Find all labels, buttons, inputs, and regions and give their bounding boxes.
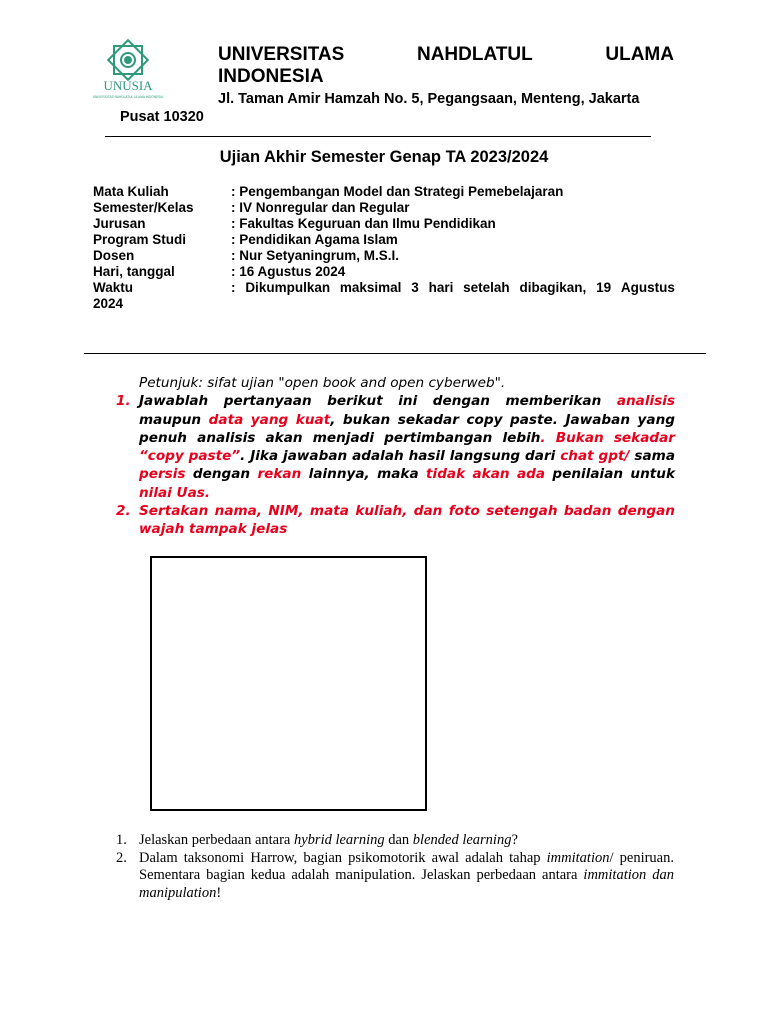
- info-value-word: maksimal: [339, 280, 402, 295]
- info-value-word: :: [231, 280, 236, 295]
- instruction-text: dengan: [185, 466, 258, 483]
- question-text-part: Jelaskan perbedaan antara: [139, 832, 294, 848]
- question-term: immitation: [546, 849, 610, 866]
- info-label: Jurusan: [93, 216, 146, 231]
- info-value-word: 3: [411, 280, 419, 295]
- info-value-word: hari: [428, 280, 454, 295]
- info-value: : Nur Setyaningrum, M.S.I.: [231, 248, 400, 263]
- instruction-text: , bukan sekadar copy paste. Jawaban yang penuh analisis akan menjadi pertimbangan lebih: [139, 411, 676, 446]
- instruction-number: 1.: [116, 393, 131, 410]
- info-label: Mata Kuliah: [93, 184, 169, 199]
- section-divider: [84, 353, 706, 354]
- instruction-text: Jawablah pertanyaan berikut ini dengan memberikan: [139, 393, 617, 410]
- info-row: [93, 264, 675, 280]
- info-row: [93, 200, 675, 216]
- info-value: : Pendidikan Agama Islam: [231, 232, 398, 247]
- exam-title: Ujian Akhir Semester Genap TA 2023/2024: [219, 148, 549, 166]
- highlight-text: nilai Uas.: [139, 484, 211, 501]
- info-row: [93, 184, 675, 200]
- info-label: Hari, tanggal: [93, 264, 175, 279]
- university-name-line1: [218, 44, 674, 66]
- university-name: [218, 44, 674, 88]
- question-item: [116, 850, 674, 903]
- info-label: Semester/Kelas: [93, 200, 194, 215]
- highlight-text: tidak akan ada: [426, 466, 546, 483]
- photo-placeholder: [150, 556, 427, 811]
- question-text: [139, 850, 674, 903]
- info-value-word: dibagikan,: [519, 280, 587, 295]
- info-row-waktu: [93, 280, 675, 296]
- highlight-text: . Bukan sekadar “copy paste”: [139, 429, 675, 465]
- question-number: 1.: [116, 832, 127, 848]
- instructions-intro: Petunjuk: sifat ujian "open book and open cyberweb".: [139, 375, 506, 391]
- question-term: hybrid learning: [293, 832, 385, 848]
- instruction-text: lainnya, maka: [301, 466, 427, 483]
- highlight-text: analisis: [616, 393, 675, 410]
- logo-subtext: UNIVERSITAS NAHDLATUL ULAMA INDONESIA: [92, 95, 164, 99]
- university-name-word: ULAMA: [605, 44, 674, 65]
- instructions: [116, 374, 676, 539]
- instruction-number: 2.: [116, 503, 131, 520]
- question-text-part: !: [216, 884, 222, 901]
- logo-text: UNUSIA: [103, 78, 153, 93]
- info-value: : 16 Agustus 2024: [231, 264, 346, 279]
- instruction-text: maupun: [139, 411, 209, 428]
- highlight-text: rekan: [257, 466, 302, 483]
- question-number: 2.: [116, 849, 127, 866]
- instruction-text: sama: [629, 448, 675, 465]
- university-logo: [78, 36, 178, 102]
- info-value-word: 19: [596, 280, 612, 295]
- instruction-text: penilaian untuk: [545, 466, 675, 483]
- instruction-item-2: [116, 502, 675, 539]
- question-term: immitation dan manipulation: [139, 867, 674, 901]
- info-row: [93, 248, 675, 264]
- info-value: [231, 280, 675, 296]
- info-value-word: setelah: [463, 280, 510, 295]
- address-line1: Jl. Taman Amir Hamzah No. 5, Pegangsaan, Menteng, Jakarta: [218, 91, 640, 107]
- info-row: [93, 216, 675, 232]
- question-term: blended learning: [412, 832, 512, 848]
- info-value-continuation: 2024: [93, 296, 124, 311]
- question-text-part: / peniruan. Sementara bagian kedua adalah manipulation. Jelaskan perbedaan antara: [139, 849, 674, 883]
- university-name-line2: INDONESIA: [218, 66, 324, 87]
- info-label: Program Studi: [93, 232, 187, 247]
- question-text-part: dan: [384, 832, 413, 848]
- question-text-part: ?: [511, 832, 518, 848]
- info-label: Waktu: [93, 280, 133, 295]
- info-value-word: Agustus: [620, 280, 675, 295]
- question-text: [139, 832, 674, 850]
- course-info: [93, 184, 675, 312]
- info-value: : Fakultas Keguruan dan Ilmu Pendidikan: [231, 216, 496, 231]
- instruction-text: . Jika jawaban adalah hasil langsung dari: [240, 448, 561, 465]
- info-value: : IV Nonregular dan Regular: [231, 200, 410, 215]
- info-label: Dosen: [93, 248, 135, 263]
- info-value: : Pengembangan Model dan Strategi Pemebelajaran: [231, 184, 564, 199]
- question-text-part: Dalam taksonomi Harrow, bagian psikomotorik awal adalah tahap: [139, 849, 547, 866]
- university-name-word: NAHDLATUL: [416, 44, 533, 65]
- header-divider: [105, 136, 651, 137]
- highlight-text: data yang kuat: [208, 411, 331, 428]
- highlight-text: persis: [139, 466, 186, 483]
- instruction-item-1: [116, 392, 676, 502]
- address-line2: Pusat 10320: [120, 109, 204, 125]
- info-value-word: Dikumpulkan: [245, 280, 331, 295]
- university-name-word: UNIVERSITAS: [218, 44, 345, 65]
- highlight-text: chat gpt/: [560, 448, 630, 465]
- question-list: [116, 832, 674, 902]
- instruction-text: Sertakan nama, NIM, mata kuliah, dan foto setengah badan dengan wajah tampak jelas: [139, 503, 675, 538]
- info-row: [93, 232, 675, 248]
- question-item: [116, 832, 674, 850]
